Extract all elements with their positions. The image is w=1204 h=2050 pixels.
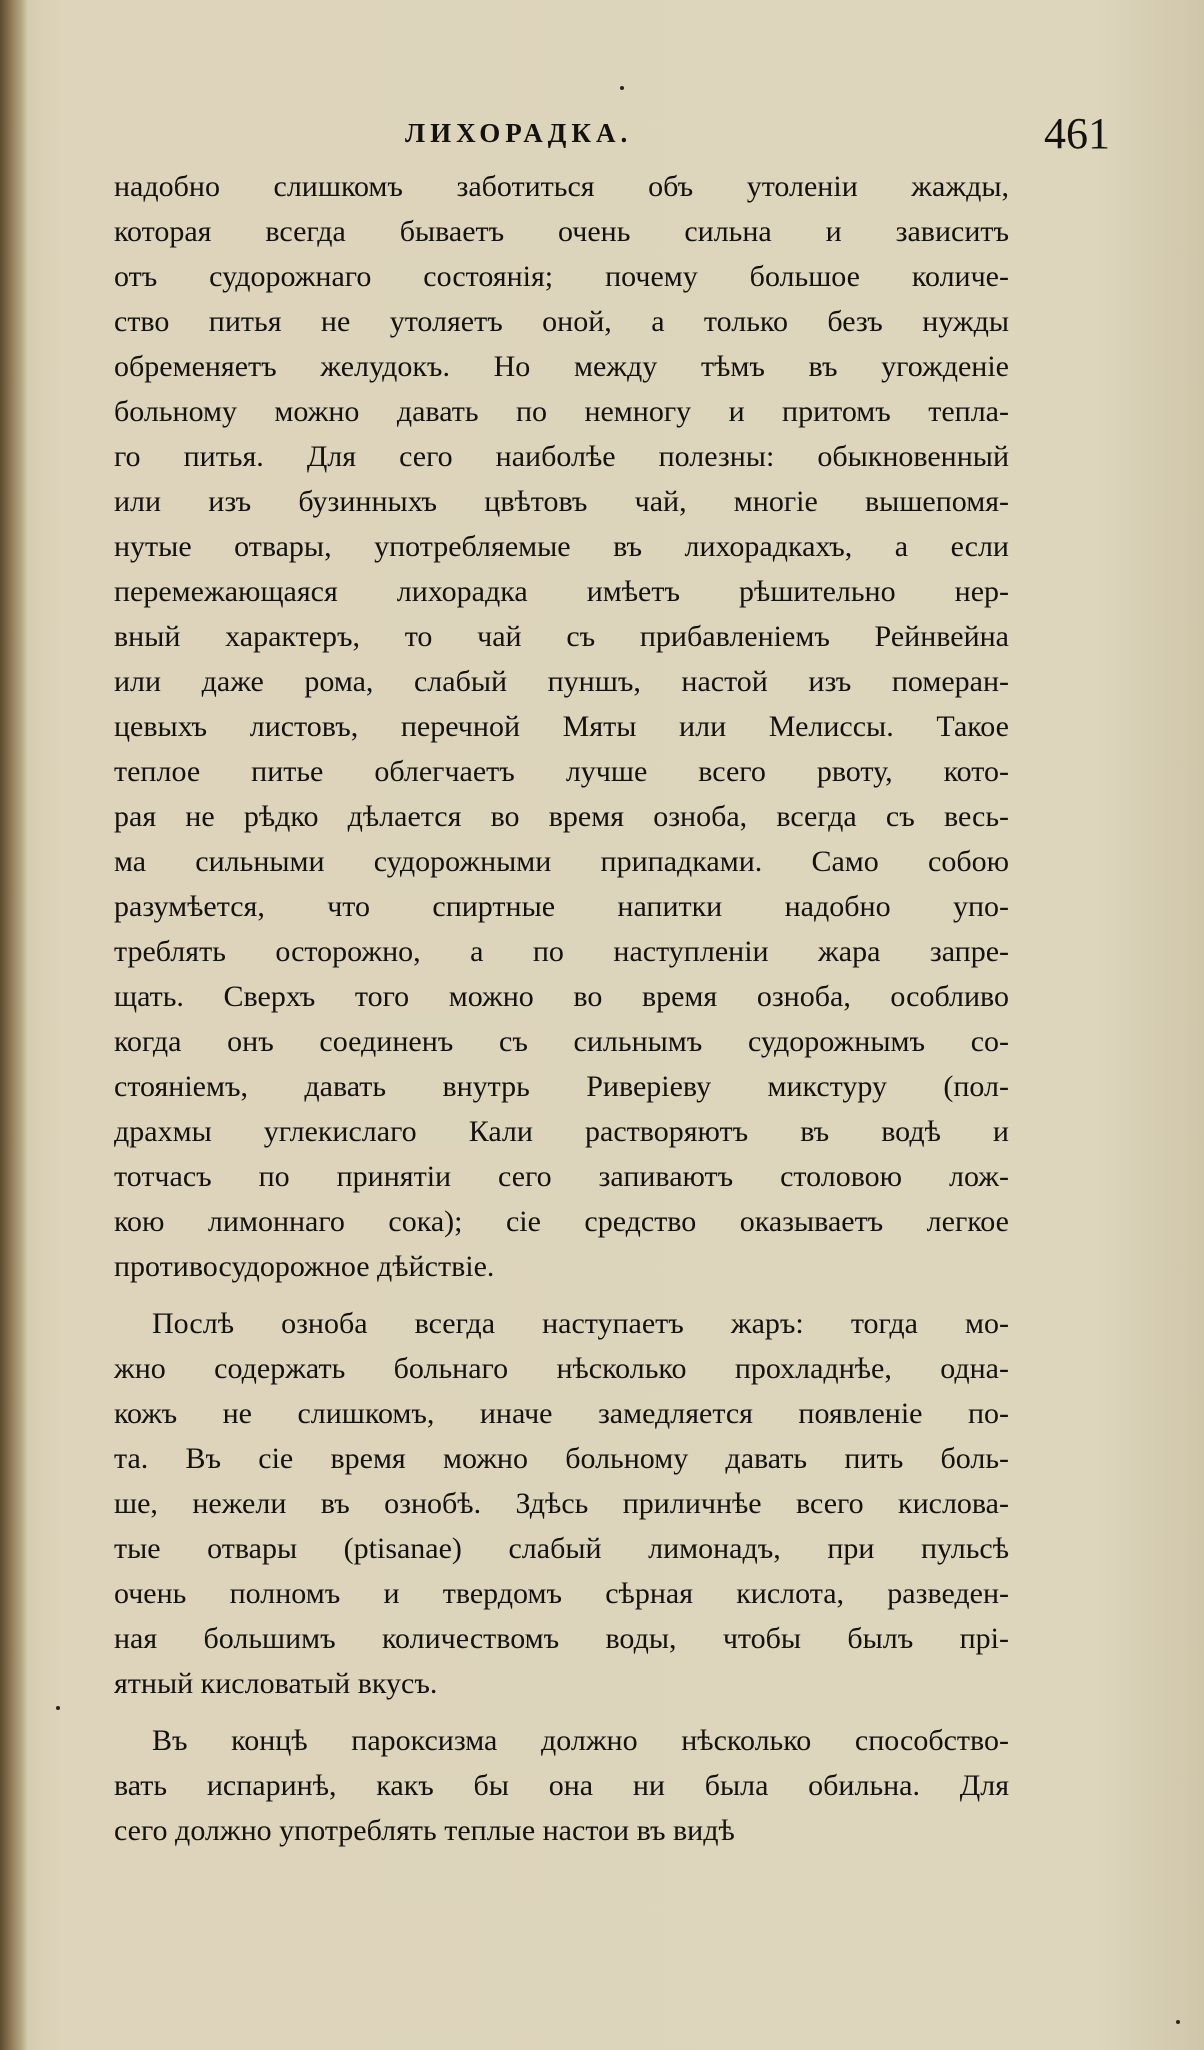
text-line: Въ концѣ пароксизма должно нѣсколько способство- — [152, 1724, 1009, 1757]
text-line: или изъ бузинныхъ цвѣтовъ чай, многіе вышепомя- — [114, 485, 1009, 518]
text-line: разумѣется, что спиртные напитки надобно упо- — [114, 890, 1009, 923]
ink-speck — [620, 86, 624, 90]
text-line: Послѣ озноба всегда наступаетъ жаръ: тогда мо- — [152, 1307, 1009, 1340]
text-line: вный характеръ, то чай съ прибавленіемъ Рейнвейна — [114, 620, 1009, 653]
text-line: ше, нежели въ ознобѣ. Здѣсь приличнѣе всего кислова- — [114, 1487, 1009, 1520]
book-gutter — [0, 0, 28, 2050]
text-line: ятный кисловатый вкусъ. — [114, 1667, 438, 1700]
paragraph-gap — [114, 1289, 1009, 1301]
paragraph — [114, 164, 1009, 1289]
page-number: 461 — [1044, 109, 1110, 158]
text-line: или даже рома, слабый пуншъ, настой изъ померан- — [114, 665, 1009, 698]
paragraph — [114, 1718, 1009, 1853]
text-line: перемежающаяся лихорадка имѣетъ рѣшительно нер- — [114, 575, 1009, 608]
ink-speck — [1176, 2020, 1180, 2024]
text-line: очень полномъ и твердомъ сѣрная кислота, разведен- — [114, 1577, 1009, 1610]
text-line: когда онъ соединенъ съ сильнымъ судорожнымъ со- — [114, 1025, 1009, 1058]
text-line: сего должно употреблять теплые настои въ видѣ — [114, 1814, 735, 1847]
text-line: стояніемъ, давать внутрь Риверіеву микстуру (пол- — [114, 1070, 1009, 1103]
text-line: противосудорожное дѣйствіе. — [114, 1250, 495, 1283]
page-header — [110, 109, 1120, 160]
text-line: жно содержать больнаго нѣсколько прохладнѣе, одна- — [114, 1352, 1009, 1385]
text-line: вать испаринѣ, какъ бы она ни была обильна. Для — [114, 1769, 1009, 1802]
text-line: ная большимъ количествомъ воды, чтобы былъ прі- — [114, 1622, 1009, 1655]
text-line: кою лимоннаго сока); сіе средство оказываетъ легкое — [114, 1205, 1009, 1238]
text-line: ма сильными судорожными припадками. Само собою — [114, 845, 1009, 878]
text-line: тые отвары (ptisanae) слабый лимонадъ, при пульсѣ — [114, 1532, 1009, 1565]
paragraph-gap — [114, 1706, 1009, 1718]
text-line: драхмы углекислаго Кали растворяютъ въ водѣ и — [114, 1115, 1009, 1148]
text-line: теплое питье облегчаетъ лучше всего рвоту, кото- — [114, 755, 1009, 788]
text-line: больному можно давать по немногу и притомъ тепла- — [114, 395, 1009, 428]
text-line: нутые отвары, употребляемые въ лихорадкахъ, а если — [114, 530, 1009, 563]
running-head: ЛИХОРАДКА. — [405, 118, 633, 148]
text-line: ство питья не утоляетъ оной, а только безъ нужды — [114, 305, 1009, 338]
paragraph — [114, 1301, 1009, 1706]
text-line: обременяетъ желудокъ. Но между тѣмъ въ угожденіе — [114, 350, 1009, 383]
text-line: надобно слишкомъ заботиться объ утоленіи жажды, — [114, 170, 1009, 203]
text-line: го питья. Для сего наиболѣе полезны: обыкновенный — [114, 440, 1009, 473]
ink-speck — [56, 1706, 60, 1710]
text-line: щать. Сверхъ того можно во время озноба, особливо — [114, 980, 1009, 1013]
text-line: треблять осторожно, а по наступленіи жара запре- — [114, 935, 1009, 968]
text-line: рая не рѣдко дѣлается во время озноба, всегда съ весь- — [114, 800, 1009, 833]
text-line: отъ судорожнаго состоянія; почему большое количе- — [114, 260, 1009, 293]
body-text — [114, 164, 1009, 1853]
text-line: кожъ не слишкомъ, иначе замедляется появленіе по- — [114, 1397, 1009, 1430]
text-line: тотчасъ по принятіи сего запиваютъ столовою лож- — [114, 1160, 1009, 1193]
text-line: цевыхъ листовъ, перечной Мяты или Мелиссы. Такое — [114, 710, 1009, 743]
text-line: та. Въ сіе время можно больному давать пить боль- — [114, 1442, 1009, 1475]
text-line: которая всегда бываетъ очень сильна и зависитъ — [114, 215, 1009, 248]
